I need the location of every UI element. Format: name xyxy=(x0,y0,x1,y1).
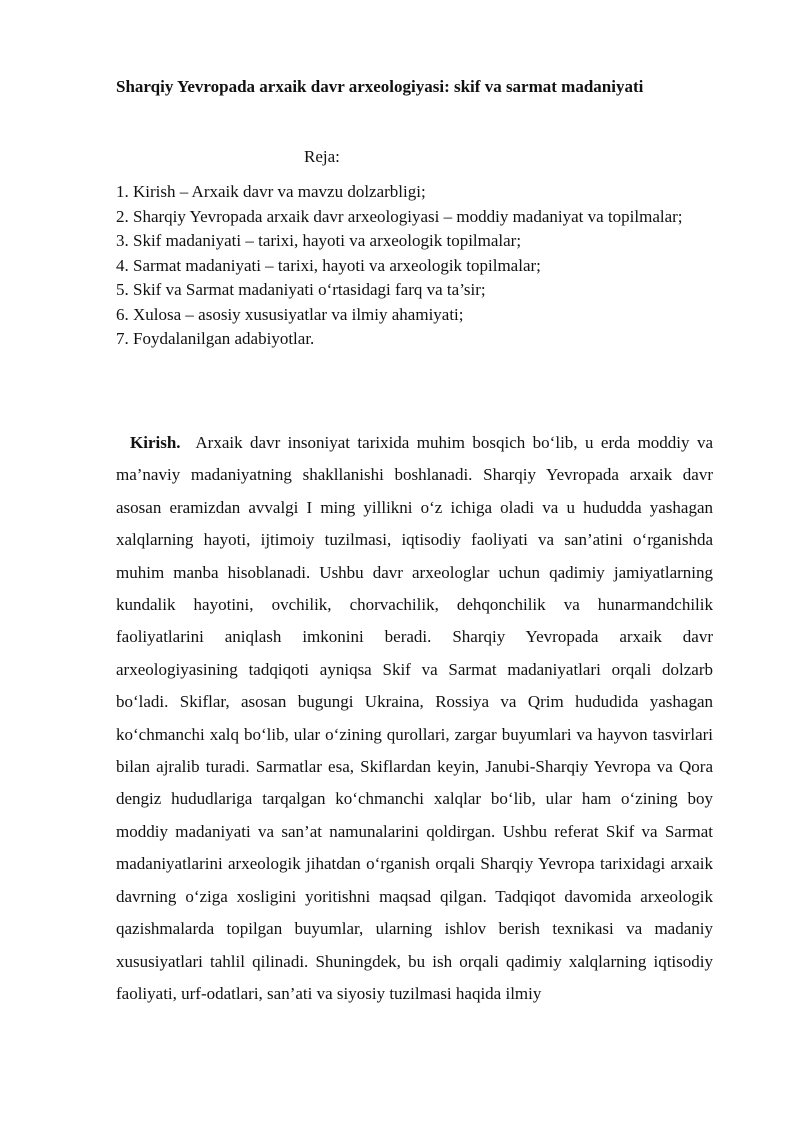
plan-list xyxy=(116,180,696,352)
plan-item: 2. Sharqiy Yevropada arxaik davr arxeologiyasi – moddiy madaniyat va topilmalar; xyxy=(116,206,683,226)
plan-item: 4. Sarmat madaniyati – tarixi, hayoti va arxeologik topilmalar; xyxy=(116,255,541,275)
plan-item: 6. Xulosa – asosiy xususiyatlar va ilmiy ahamiyati; xyxy=(116,304,464,324)
plan-item: 7. Foydalanilgan adabiyotlar. xyxy=(116,329,315,348)
intro-text: Arxaik davr insoniyat tarixida muhim bosqich bo‘lib, u erda moddiy va ma’naviy madaniyatning shakllanishi boshlanadi. Sharqiy Yevropada arxaik davr asosan eramizdan avvalgi I ming yillikni o‘z ichiga oladi va u hududda yashagan xalqlarning hayoti, ijtimoiy tuzilmasi, iqtisodiy faoliyati va san’atini o‘rganishda muhim manba hisoblanadi. Ushbu davr arxeologlar uchun qadimiy jamiyatlarning kundalik hayotini, ovchilik, chorvachilik, dehqonchilik va hunarmandchilik faoliyatlarini aniqlash imkonini beradi. Sharqiy Yevropada arxaik davr arxeologiyasining tadqiqoti ayniqsa Skif va Sarmat madaniyatlari orqali dolzarb bo‘ladi. Skiflar, asosan bugungi Ukraina, Rossiya va Qrim hududida yashagan ko‘chmanchi xalq bo‘lib, ular o‘zining qurollari, zargar buyumlari va hayvon tasvirlari bilan ajralib turadi. Sarmatlar esa, Skiflardan keyin, Janubi-Sharqiy Yevropa va Qora dengiz hududlariga tarqalgan ko‘chmanchi xalqlar bo‘lib, ular ham o‘zining boy moddiy madaniyati va san’at namunalarini qoldirgan. Ushbu referat Skif va Sarmat madaniyatlarini arxeologik jihatdan o‘rganish orqali Sharqiy Yevropa tarixidagi arxaik davrning o‘ziga xosligini yoritishni maqsad qilgan. Tadqiqot davomida arxeologik qazishmalarda topilgan buyumlar, ularning ishlov berish texnikasi va madaniy xususiyatlari tahlil qilinadi. Shuningdek, bu ish orqali qadimiy xalqlarning iqtisodiy faoliyati, urf-odatlari, san’ati va siyosiy tuzilmasi haqida ilmiy xyxy=(116,433,713,1003)
plan-item: 5. Skif va Sarmat madaniyati o‘rtasidagi farq va ta’sir; xyxy=(116,280,486,299)
intro-paragraph xyxy=(116,427,713,1010)
plan-item: 3. Skif madaniyati – tarixi, hayoti va arxeologik topilmalar; xyxy=(116,231,522,250)
plan-heading: Reja: xyxy=(304,147,340,166)
document-title: Sharqiy Yevropada arxaik davr arxeologiyasi: skif va sarmat madaniyati xyxy=(116,77,644,96)
intro-lead: Kirish. xyxy=(130,433,181,452)
plan-item: 1. Kirish – Arxaik davr va mavzu dolzarbligi; xyxy=(116,182,426,201)
